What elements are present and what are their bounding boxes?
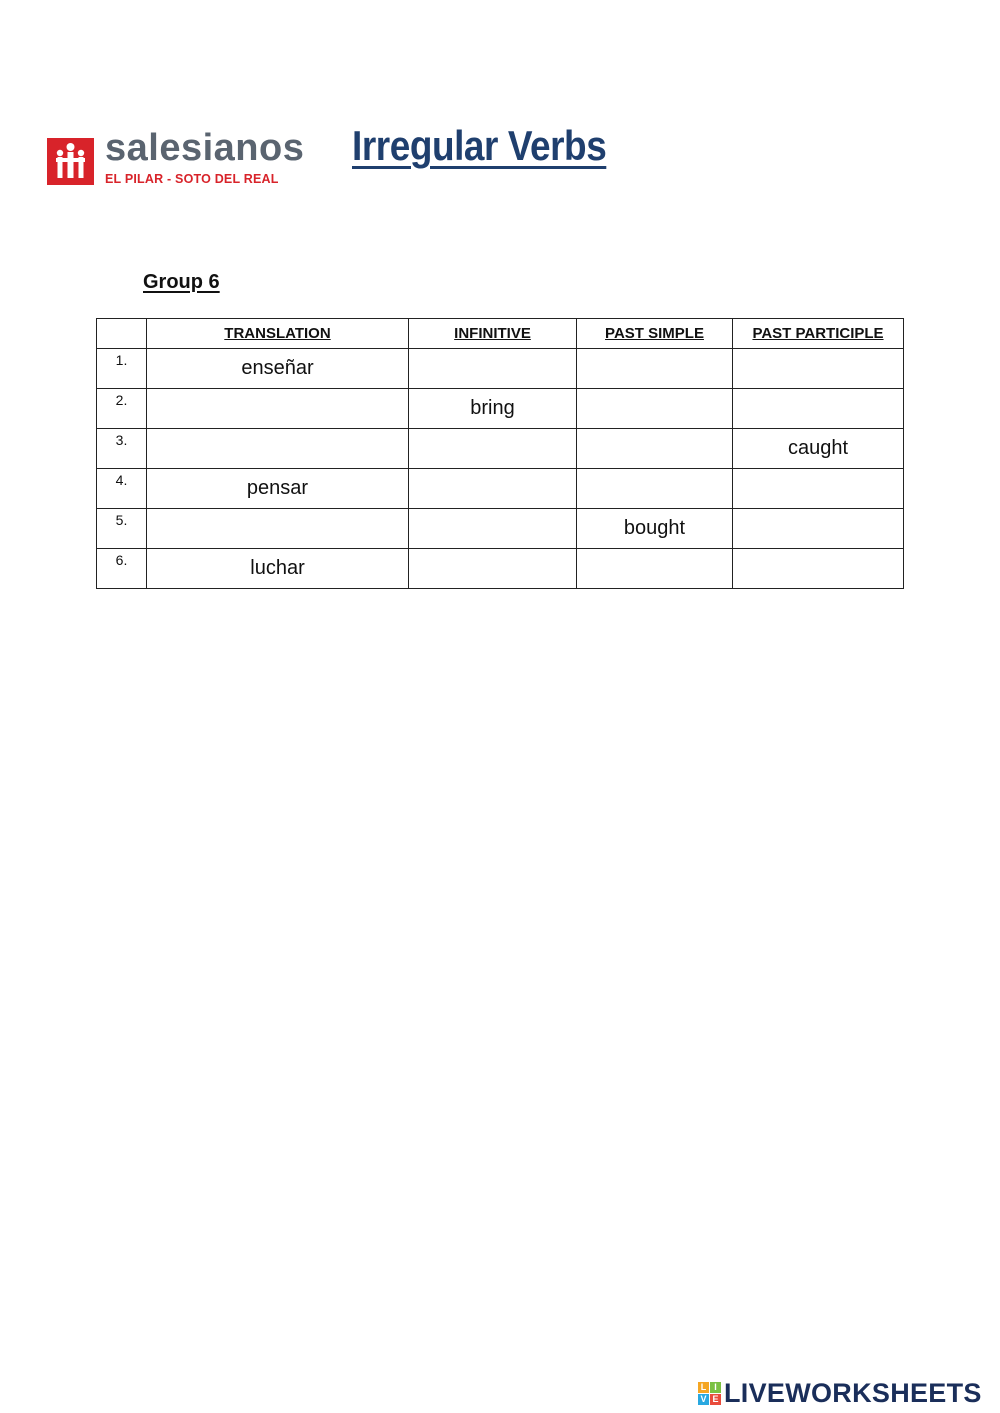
table-header-row bbox=[97, 319, 904, 349]
table-row bbox=[97, 389, 904, 429]
infinitive-cell[interactable] bbox=[409, 429, 577, 469]
infinitive-cell[interactable] bbox=[409, 549, 577, 589]
past-simple-cell[interactable]: bought bbox=[577, 509, 733, 549]
past-participle-cell[interactable] bbox=[733, 509, 904, 549]
row-number: 2. bbox=[97, 389, 147, 429]
group-label: Group 6 bbox=[143, 271, 220, 293]
translation-cell[interactable]: pensar bbox=[147, 469, 409, 509]
past-simple-cell[interactable] bbox=[577, 549, 733, 589]
icon-letter: I bbox=[710, 1382, 721, 1393]
infinitive-cell[interactable]: bring bbox=[409, 389, 577, 429]
icon-letter: E bbox=[710, 1394, 721, 1405]
table-row bbox=[97, 349, 904, 389]
salesianos-emblem-icon bbox=[47, 138, 94, 185]
row-number: 1. bbox=[97, 349, 147, 389]
row-number: 6. bbox=[97, 549, 147, 589]
header-number bbox=[97, 319, 147, 349]
past-simple-cell[interactable] bbox=[577, 349, 733, 389]
past-simple-cell[interactable] bbox=[577, 429, 733, 469]
salesianos-logo bbox=[47, 128, 304, 186]
past-participle-cell[interactable] bbox=[733, 549, 904, 589]
infinitive-cell[interactable] bbox=[409, 349, 577, 389]
table-row bbox=[97, 549, 904, 589]
translation-cell[interactable]: luchar bbox=[147, 549, 409, 589]
liveworksheets-brand: LIVEWORKSHEETS bbox=[724, 1378, 982, 1408]
logo-subtitle: EL PILAR - SOTO DEL REAL bbox=[105, 172, 279, 186]
header-translation: TRANSLATION bbox=[147, 319, 409, 349]
icon-letter: V bbox=[698, 1394, 709, 1405]
translation-cell[interactable] bbox=[147, 429, 409, 469]
icon-letter: L bbox=[698, 1382, 709, 1393]
translation-cell[interactable] bbox=[147, 509, 409, 549]
translation-cell[interactable] bbox=[147, 389, 409, 429]
liveworksheets-logo[interactable] bbox=[698, 1378, 982, 1409]
table-row bbox=[97, 509, 904, 549]
table-row bbox=[97, 429, 904, 469]
page-title: Irregular Verbs bbox=[352, 122, 607, 169]
logo-name: salesianos bbox=[105, 127, 305, 169]
past-participle-cell[interactable] bbox=[733, 469, 904, 509]
past-participle-cell[interactable] bbox=[733, 349, 904, 389]
past-simple-cell[interactable] bbox=[577, 469, 733, 509]
header-past-simple: PAST SIMPLE bbox=[577, 319, 733, 349]
row-number: 3. bbox=[97, 429, 147, 469]
infinitive-cell[interactable] bbox=[409, 509, 577, 549]
row-number: 5. bbox=[97, 509, 147, 549]
header-infinitive: INFINITIVE bbox=[409, 319, 577, 349]
verbs-table bbox=[96, 318, 904, 589]
past-participle-cell[interactable]: caught bbox=[733, 429, 904, 469]
past-participle-cell[interactable] bbox=[733, 389, 904, 429]
table-row bbox=[97, 469, 904, 509]
header-past-participle: PAST PARTICIPLE bbox=[733, 319, 904, 349]
liveworksheets-icon bbox=[698, 1382, 721, 1405]
translation-cell[interactable]: enseñar bbox=[147, 349, 409, 389]
past-simple-cell[interactable] bbox=[577, 389, 733, 429]
infinitive-cell[interactable] bbox=[409, 469, 577, 509]
row-number: 4. bbox=[97, 469, 147, 509]
